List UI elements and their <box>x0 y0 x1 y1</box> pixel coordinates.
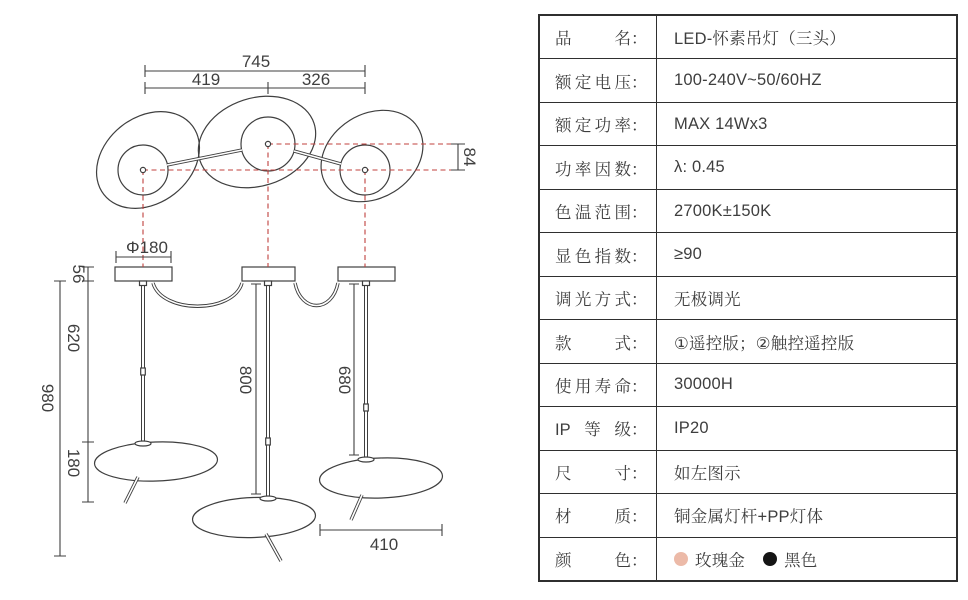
center-dots <box>140 141 367 172</box>
shade-outline-middle <box>186 82 327 203</box>
dim-rod-left-label: 620 <box>64 323 83 353</box>
spec-label-text: 色温范围 <box>555 204 631 223</box>
spec-label-text: 显色指数 <box>555 247 631 266</box>
spec-value: 铜金属灯杆+PP灯体 <box>674 508 824 527</box>
spec-label-text: 使用寿命 <box>555 377 631 396</box>
wire-arcs <box>153 283 338 306</box>
spec-label-colon: ： <box>631 204 648 223</box>
connecting-arms <box>167 150 341 165</box>
black-label: 黑色 <box>784 551 818 570</box>
spec-row-style <box>540 320 956 363</box>
dim-span-right-label: 326 <box>301 70 331 89</box>
spec-label-colon: ： <box>631 334 648 353</box>
spec-row-color-temperature <box>540 190 956 233</box>
top-view <box>77 82 440 229</box>
spec-row-power-factor <box>540 146 956 189</box>
shade-right <box>319 456 443 500</box>
dim-shade-width-label: 410 <box>369 535 399 554</box>
spec-row-size <box>540 451 956 494</box>
spec-label <box>540 190 657 232</box>
canopy-right <box>338 267 395 281</box>
spec-label-text: 尺寸 <box>555 464 631 483</box>
spec-label-text: 调光方式 <box>555 291 631 310</box>
spec-label-text: 款式 <box>555 334 631 353</box>
spec-value: 30000H <box>674 375 733 394</box>
canopy-left <box>115 267 172 281</box>
spec-value: λ: 0.45 <box>674 158 725 177</box>
shade-cap-right <box>358 457 374 462</box>
spec-value: 如左图示 <box>674 464 741 483</box>
spec-value: 2700K±150K <box>674 201 772 220</box>
ceiling-canopies <box>115 267 395 286</box>
spec-label <box>540 103 657 145</box>
spec-row-cri <box>540 233 956 276</box>
dim-drop-middle-label: 800 <box>236 365 255 395</box>
spec-value: MAX 14Wx3 <box>674 114 768 133</box>
spec-label <box>540 16 657 58</box>
spec-label-text: 功率因数 <box>555 160 631 179</box>
canopy-stub-left <box>140 281 147 286</box>
canopy-middle <box>242 267 295 281</box>
spec-label-colon: ： <box>631 377 648 396</box>
spec-label-colon: ： <box>631 291 648 310</box>
dim-total-width-label: 745 <box>241 52 271 71</box>
spec-row-lifespan <box>540 364 956 407</box>
spec-label <box>540 451 657 493</box>
shade-left <box>94 440 218 483</box>
spec-label-text: 额定功率 <box>555 117 631 136</box>
dim-drop-right-label: 680 <box>335 365 354 395</box>
rose-gold-label: 玫瑰金 <box>695 551 746 570</box>
dim-overall-drop-label: 980 <box>38 383 57 413</box>
spec-row-dimming <box>540 277 956 320</box>
dim-shade-height-label: 180 <box>64 448 83 478</box>
shade-cap-left <box>135 441 151 446</box>
rod-joint-left <box>141 368 146 375</box>
rose-gold-dot <box>674 552 688 566</box>
spec-label <box>540 494 657 536</box>
spec-label-colon: ： <box>631 247 648 266</box>
shade-cap-middle <box>260 496 276 501</box>
spec-row-rated-power <box>540 103 956 146</box>
rod-joint-right <box>364 404 369 411</box>
shade-outline-right <box>304 92 440 220</box>
spec-row-ip-rating <box>540 407 956 450</box>
spec-label <box>540 364 657 406</box>
canopy-stub-middle <box>265 281 272 286</box>
spec-value: 100-240V~50/60HZ <box>674 71 822 90</box>
spec-row-material <box>540 494 956 537</box>
dim-span-left-label: 419 <box>191 70 221 89</box>
dim-canopy-diameter-label: Φ180 <box>126 238 168 257</box>
spec-table <box>538 14 958 582</box>
spec-label-text: 颜色 <box>555 551 631 570</box>
spec-value: ①遥控版；②触控遥控版 <box>674 334 855 353</box>
color-option-rose-gold <box>674 547 745 571</box>
dim-center-offset-label: 84 <box>460 147 479 167</box>
black-dot <box>763 552 777 566</box>
spec-label <box>540 538 657 580</box>
spec-label-colon: ： <box>631 73 648 92</box>
spec-label-colon: ： <box>631 160 648 179</box>
shade-middle <box>192 495 316 539</box>
spec-label-colon: ： <box>631 421 648 440</box>
spec-label-colon: ： <box>631 117 648 136</box>
spec-label-text: 材质 <box>555 508 631 527</box>
spec-row-color <box>540 538 956 580</box>
dim-canopy-height-label: 56 <box>69 264 88 284</box>
spec-value <box>657 538 956 580</box>
spec-value: ≥90 <box>674 245 703 264</box>
spec-row-product-name <box>540 16 956 59</box>
spec-label-colon: ： <box>631 508 648 527</box>
spec-label <box>540 146 657 188</box>
spec-value: IP20 <box>674 418 709 437</box>
spec-label-colon: ： <box>631 30 648 49</box>
spec-row-rated-voltage <box>540 59 956 102</box>
center-guide-lines <box>143 144 458 267</box>
spec-label <box>540 407 657 449</box>
spec-label <box>540 233 657 275</box>
spec-value: LED-怀素吊灯（三头） <box>674 30 846 49</box>
spec-label <box>540 277 657 319</box>
color-option-black <box>763 547 817 571</box>
spec-label <box>540 320 657 362</box>
spec-value: 无极调光 <box>674 291 741 310</box>
spec-label-text: 额定电压 <box>555 73 631 92</box>
side-view <box>94 267 443 561</box>
spec-label-colon: ： <box>631 464 648 483</box>
spec-label-text: IP等级 <box>555 421 631 440</box>
canopy-stub-right <box>363 281 370 286</box>
rod-joint-middle <box>266 438 271 445</box>
spec-label <box>540 59 657 101</box>
spec-label-text: 品名 <box>555 30 631 49</box>
spec-label-colon: ： <box>631 551 648 570</box>
